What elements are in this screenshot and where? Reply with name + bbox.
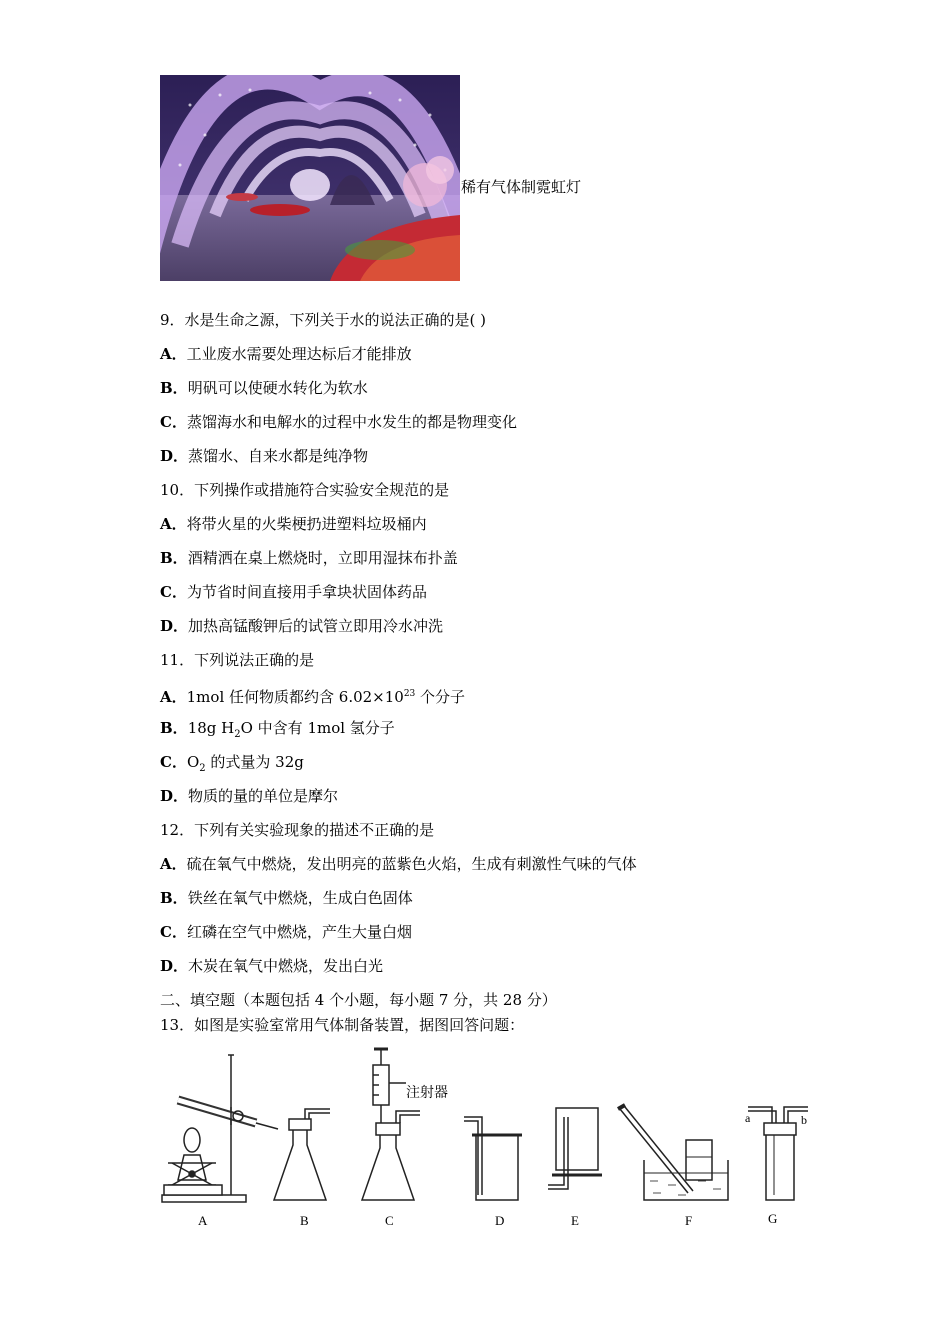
- question-9-option-b: B．明矾可以使硬水转化为软水: [160, 379, 368, 397]
- question-13-stem: 13．如图是实验室常用气体制备装置，据图回答问题：: [160, 1016, 525, 1034]
- question-11-option-a: A．1mol 任何物质都约含 $6.02\times 10^{23}$ 个分子: [160, 688, 466, 706]
- question-9-stem: 9．水是生命之源，下列关于水的说法正确的是( ): [160, 311, 487, 329]
- neon-tunnel-image: [160, 75, 460, 281]
- question-9-option-d: D．蒸馏水、自来水都是纯净物: [160, 447, 369, 465]
- apparatus-f: [618, 1105, 728, 1200]
- question-10-option-d: D．加热高锰酸钾后的试管立即用冷水冲洗: [160, 617, 444, 635]
- question-12-option-d: D．木炭在氧气中燃烧，发出白光: [160, 957, 384, 975]
- neon-light-photo: [160, 75, 460, 281]
- section-heading: 二、填空题（本题包括 4 个小题，每小题 7 分，共 28 分）: [160, 991, 557, 1009]
- apparatus-a: [162, 1055, 278, 1202]
- apparatus-label-g: G: [768, 1211, 778, 1226]
- question-11-option-d: D．物质的量的单位是摩尔: [160, 787, 339, 805]
- question-9-option-c: C．蒸馏海水和电解水的过程中水发生的都是物理变化: [160, 413, 517, 431]
- gas-apparatus-figure: [158, 1045, 818, 1235]
- apparatus-label-b: B: [300, 1213, 309, 1228]
- apparatus-b: [274, 1109, 330, 1200]
- apparatus-e: [548, 1108, 602, 1189]
- question-10-option-b: B．酒精洒在桌上燃烧时，立即用湿抹布扑盖: [160, 549, 458, 567]
- port-b-label: b: [801, 1113, 807, 1127]
- photo-caption: 稀有气体制霓虹灯: [461, 178, 582, 196]
- apparatus-d: [464, 1117, 522, 1200]
- question-11-option-b: B．18g $H_2O$ 中含有 1mol 氢分子: [160, 719, 395, 740]
- question-11-option-c: C．$O_2$ 的式量为 32g: [160, 753, 304, 774]
- port-a-label: a: [745, 1111, 751, 1125]
- apparatus-g: [748, 1107, 808, 1200]
- question-12-stem: 12．下列有关实验现象的描述不正确的是: [160, 821, 435, 839]
- question-9-option-a: A．工业废水需要处理达标后才能排放: [160, 345, 412, 363]
- question-11-stem: 11．下列说法正确的是: [160, 651, 315, 669]
- apparatus-label-a: A: [198, 1213, 208, 1228]
- apparatus-c: [362, 1049, 420, 1200]
- apparatus-label-e: E: [571, 1213, 579, 1228]
- syringe-label: 注射器: [406, 1085, 448, 1101]
- question-12-option-b: B．铁丝在氧气中燃烧，生成白色固体: [160, 889, 413, 907]
- question-12-option-c: C．红磷在空气中燃烧，产生大量白烟: [160, 923, 412, 941]
- apparatus-label-f: F: [685, 1213, 693, 1228]
- question-12-option-a: A．硫在氧气中燃烧，发出明亮的蓝紫色火焰，生成有刺激性气味的气体: [160, 855, 637, 873]
- apparatus-label-c: C: [385, 1213, 394, 1228]
- question-10-option-c: C．为节省时间直接用手拿块状固体药品: [160, 583, 427, 601]
- apparatus-label-d: D: [495, 1213, 505, 1228]
- question-10-stem: 10．下列操作或措施符合实验安全规范的是: [160, 481, 450, 499]
- question-10-option-a: A．将带火星的火柴梗扔进塑料垃圾桶内: [160, 515, 427, 533]
